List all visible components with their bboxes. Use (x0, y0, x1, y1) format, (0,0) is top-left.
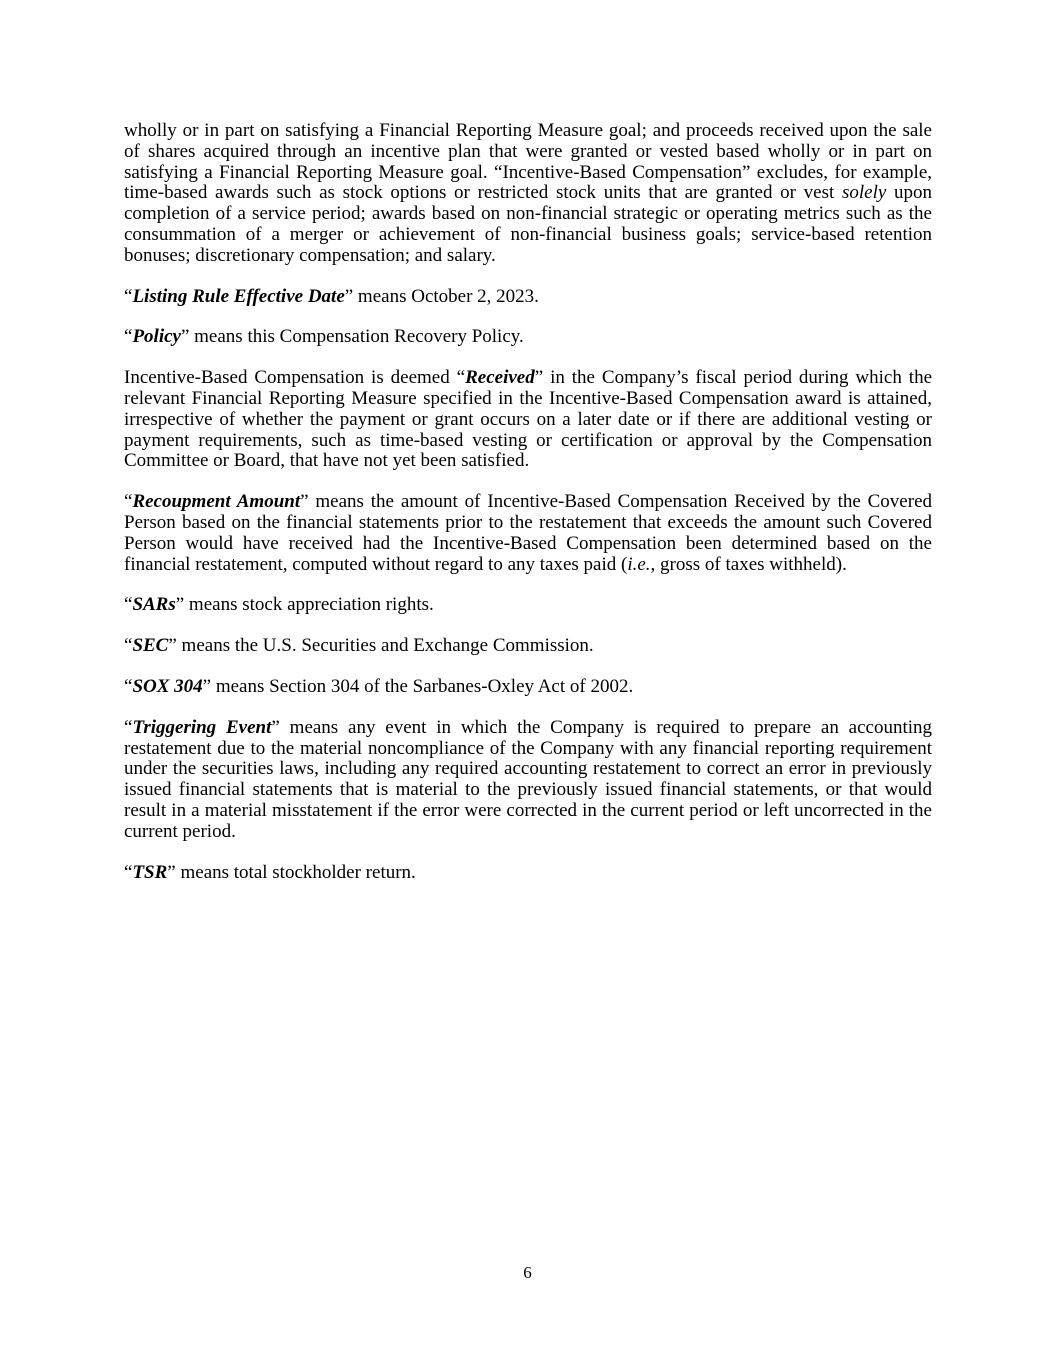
definition-triggering-event (124, 718, 932, 843)
open-quote: “ (124, 285, 133, 307)
defined-term: Policy (132, 326, 181, 348)
paragraph-incentive-compensation-continued (124, 121, 932, 267)
page-number: 6 (523, 1263, 532, 1282)
open-quote: “ (124, 594, 133, 616)
open-quote: “ (124, 491, 133, 513)
definition-text: ” means Section 304 of the Sarbanes-Oxley Act of 2002. (202, 675, 634, 697)
definition-received (124, 368, 932, 472)
definition-recoupment-amount (124, 492, 932, 575)
defined-term: TSR (132, 861, 168, 883)
definition-text: ” means any event in which the Company is required to prepare an accounting restatement due to the material noncompliance of the Company with any financial reporting requirement under the securities laws, including any required accounting restatement to correct an error in previously issued financial statements that is material to the previously issued financial statements, or that would result in a material misstatement if the error were corrected in the current period or left uncorrected in the current period. (124, 716, 932, 842)
emphasis-text: solely (841, 182, 887, 204)
defined-term: Recoupment Amount (132, 491, 301, 513)
open-quote: “ (124, 861, 133, 883)
definition-text: ” means stock appreciation rights. (175, 594, 434, 616)
definition-tsr (124, 863, 932, 884)
open-quote: “ (124, 635, 133, 657)
defined-term: SEC (132, 635, 169, 657)
definition-text: ” means total stockholder return. (167, 861, 416, 883)
open-quote: “ (124, 716, 133, 738)
open-quote: “ (124, 675, 133, 697)
defined-term: Triggering Event (132, 716, 272, 738)
definition-text: ” means this Compensation Recovery Policy. (180, 326, 524, 348)
definition-text: ” means the amount of Incentive-Based Compensation Received by the Covered Person based on the financial statements prior to the restatement that exceeds the amount such Covered Person would have received had the Incentive-Based Compensation been determined based on the financial restatement, computed without regard to any taxes paid ( (124, 491, 932, 575)
defined-term: Received (465, 367, 535, 389)
definition-sox-304 (124, 677, 932, 698)
definition-policy (124, 327, 932, 348)
defined-term: Listing Rule Effective Date (132, 285, 345, 307)
definition-sars (124, 595, 932, 616)
paragraph-text: wholly or in part on satisfying a Financial Reporting Measure goal; and proceeds received upon the sale of shares acquired through an incentive plan that were granted or vested based wholly or in part on satisfying a Financial Reporting Measure goal. “Incentive-Based Compensation” excludes, for example, time-based awards such as stock options or restricted stock units that are granted or vest (124, 120, 932, 204)
definition-text: , gross of taxes withheld). (650, 553, 847, 575)
open-quote: “ (124, 326, 133, 348)
emphasis-text: i.e. (627, 553, 651, 575)
definition-text: ” means the U.S. Securities and Exchange Commission. (168, 635, 594, 657)
definition-text: ” means October 2, 2023. (344, 285, 539, 307)
definition-lead-text: Incentive-Based Compensation is deemed “ (124, 367, 466, 389)
definition-listing-rule-effective-date (124, 287, 932, 308)
defined-term: SARs (132, 594, 176, 616)
definition-sec (124, 636, 932, 657)
defined-term: SOX 304 (132, 675, 203, 697)
definition-text: ” in the Company’s fiscal period during which the relevant Financial Reporting Measure specified in the Incentive-Based Compensation award is attained, irrespective of whether the payment or grant occurs on a later date or if there are additional vesting or payment requirements, such as time-based vesting or certification or approval by the Compensation Committee or Board, that have not yet been satisfied. (124, 367, 932, 472)
paragraph-text: upon completion of a service period; awards based on non-financial strategic or operating metrics such as the consummation of a merger or achievement of non-financial business goals; service-based retention bonuses; discretionary compensation; and salary. (124, 182, 932, 266)
document-body (124, 121, 932, 903)
